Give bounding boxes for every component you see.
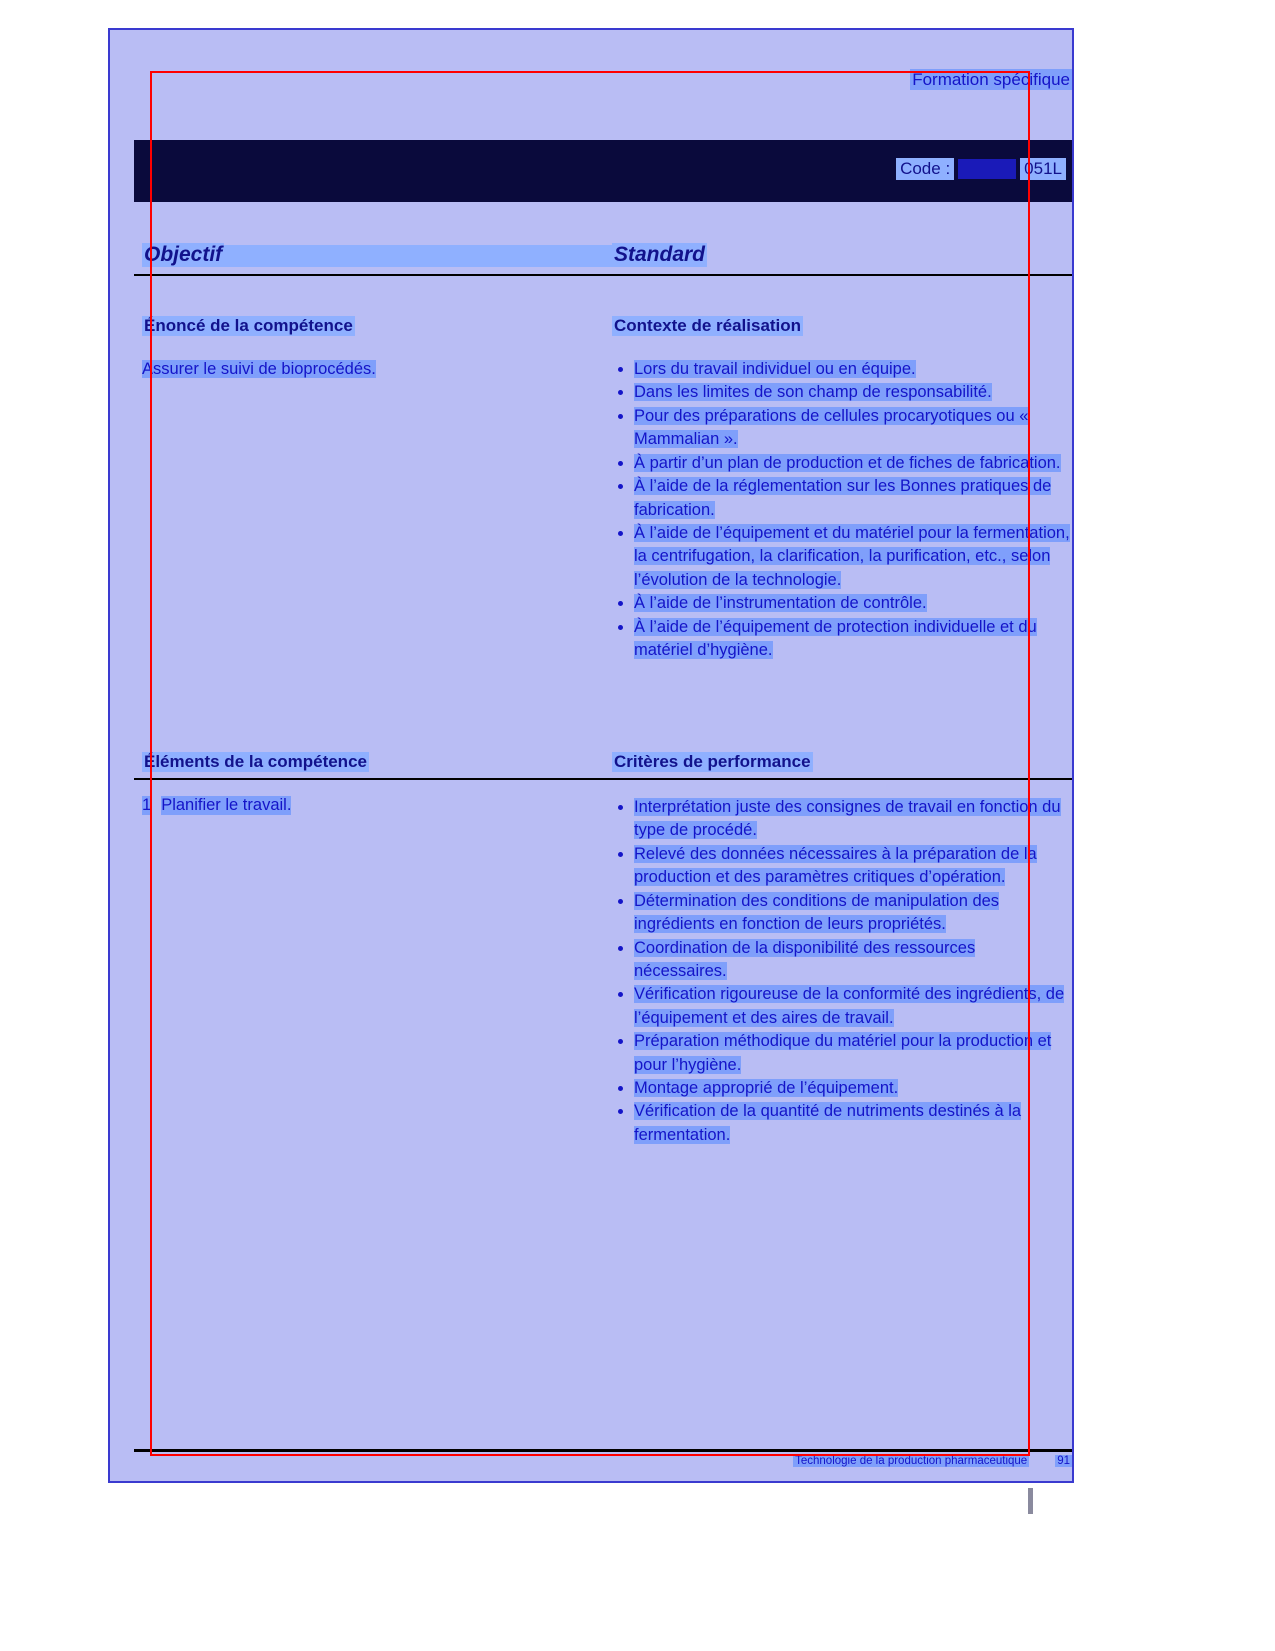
competence-statement: Assurer le suivi de bioprocédés. [142, 360, 376, 378]
code-value: 051L [1020, 158, 1066, 180]
footer-title: Technologie de la production pharmaceutique [795, 1455, 1028, 1467]
list-item: Détermination des conditions de manipulation des ingrédients en fonction de leurs propriétés. [612, 890, 1072, 937]
element-label: Planifier le travail. [161, 796, 292, 814]
enonce-heading: Énoncé de la compétence [144, 316, 353, 335]
bullet-icon [618, 367, 623, 372]
contexte-column [612, 316, 1072, 336]
elements-heading: Éléments de la compétence [144, 752, 367, 771]
text-caret [1028, 1488, 1033, 1514]
list-item: Coordination de la disponibilité des ressources nécessaires. [612, 937, 1072, 984]
contexte-list [612, 358, 1072, 662]
title-band [134, 140, 1072, 202]
footer-rule [134, 1449, 1072, 1452]
list-item: Vérification de la quantité de nutriments destinés à la fermentation. [612, 1100, 1072, 1147]
list-item: Lors du travail individuel ou en équipe. [612, 358, 1072, 381]
bullet-icon [618, 390, 623, 395]
bullet-icon [618, 531, 623, 536]
criteres-heading: Critères de performance [614, 752, 811, 771]
bullet-icon [618, 1109, 623, 1114]
code-label: Code : [896, 158, 954, 180]
list-item: Relevé des données nécessaires à la préparation de la production et des paramètres critiques d’opération. [612, 843, 1072, 890]
code-row [896, 158, 1066, 180]
list-item: Montage approprié de l’équipement. [612, 1077, 1072, 1100]
list-item: Vérification rigoureuse de la conformité des ingrédients, de l’équipement et des aires de travail. [612, 983, 1072, 1030]
objectif-column [142, 243, 612, 267]
elements-rule [134, 778, 1072, 780]
list-item: Pour des préparations de cellules procaryotiques ou « Mammalian ». [612, 405, 1072, 452]
standard-heading: Standard [614, 243, 706, 266]
bullet-icon [618, 899, 623, 904]
list-item: Interprétation juste des consignes de travail en fonction du type de procédé. [612, 796, 1072, 843]
bullet-icon [618, 461, 623, 466]
criteres-list [612, 796, 1072, 1147]
enonce-column [142, 316, 612, 336]
list-item: Préparation méthodique du matériel pour la production et pour l’hygiène. [612, 1030, 1072, 1077]
bullet-icon [618, 992, 623, 997]
document-footer [142, 1455, 1072, 1467]
objectif-rule [134, 274, 1072, 276]
contexte-list-column [612, 358, 1072, 662]
header-formation-label: Formation spécifique [912, 70, 1070, 89]
list-item: À l’aide de l’équipement et du matériel pour la fermentation, la centrifugation, la clarification, la purification, etc., selon l’évolution de la technologie. [612, 522, 1072, 592]
bullet-icon [618, 601, 623, 606]
code-spacer [958, 159, 1016, 179]
bullet-icon [618, 625, 623, 630]
standard-column [612, 243, 1072, 267]
document-header [150, 70, 1072, 90]
list-item: À partir d’un plan de production et de fiches de fabrication. [612, 452, 1072, 475]
bullet-icon [618, 414, 623, 419]
list-item: Dans les limites de son champ de responsabilité. [612, 381, 1072, 404]
list-item: À l’aide de l’instrumentation de contrôle. [612, 592, 1072, 615]
list-item: À l’aide de la réglementation sur les Bonnes pratiques de fabrication. [612, 475, 1072, 522]
elements-list-column [142, 796, 612, 1147]
criteres-list-column [612, 796, 1072, 1147]
criteres-content [142, 796, 1072, 1147]
objectif-heading: Objectif [144, 243, 223, 266]
objectif-standard-header [142, 243, 1072, 267]
elements-criteres-header [142, 752, 1072, 772]
bullet-icon [618, 852, 623, 857]
footer-page-number: 91 [1057, 1455, 1070, 1467]
element-number: 1 [142, 796, 152, 814]
elements-column [142, 752, 612, 772]
bullet-icon [618, 805, 623, 810]
competence-statement-column [142, 358, 612, 662]
contexte-heading: Contexte de réalisation [614, 316, 802, 335]
list-item [142, 796, 612, 815]
bullet-icon [618, 484, 623, 489]
competence-content [142, 358, 1072, 662]
bullet-icon [618, 1039, 623, 1044]
enonce-contexte-header [142, 316, 1072, 336]
bullet-icon [618, 946, 623, 951]
bullet-icon [618, 1086, 623, 1091]
list-item: À l’aide de l’équipement de protection individuelle et du matériel d’hygiène. [612, 616, 1072, 663]
criteres-column [612, 752, 1072, 772]
